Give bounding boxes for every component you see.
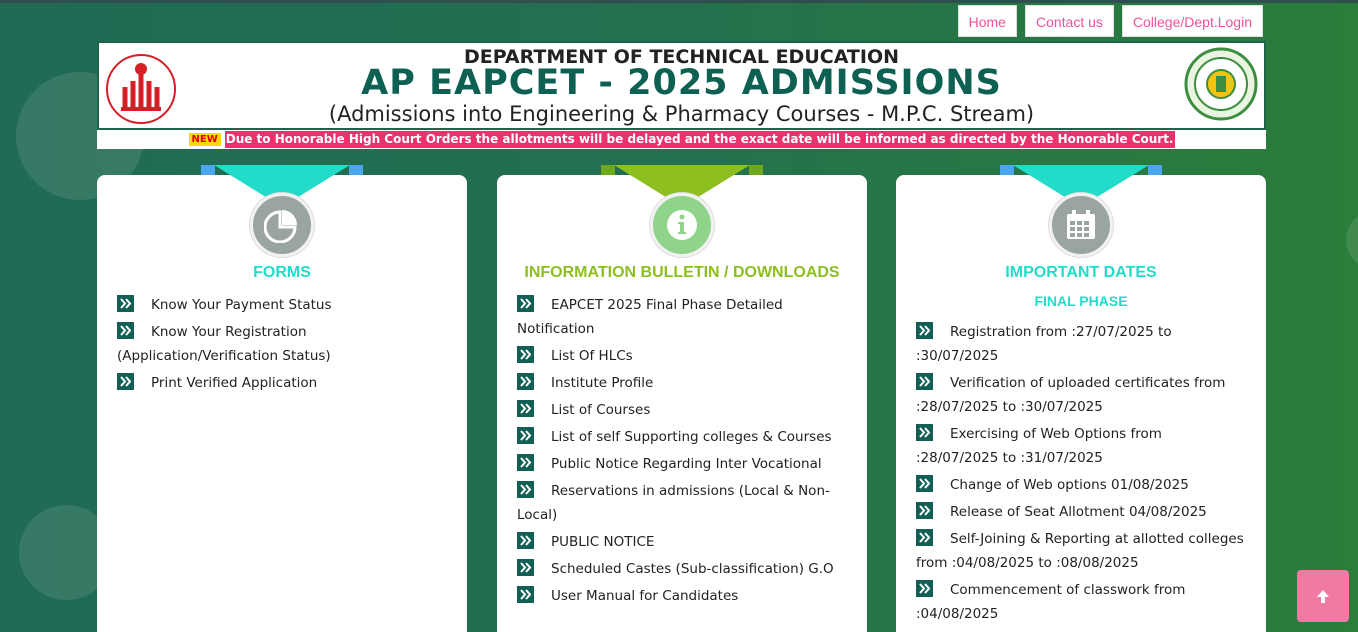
date-item-verification: Verification of uploaded certificates from :28/07/2025 to :30/07/2025 [916,375,1226,415]
news-text[interactable]: Due to Honorable High Court Orders the allotments will be delayed and the exact date will be informed as directed by the Honorable Court. [225,132,1174,146]
contact-us-link[interactable]: Contact us [1025,5,1114,37]
double-chevron-icon [517,373,534,390]
info-item-sc-subclassification[interactable]: Scheduled Castes (Sub-classification) G.O [517,557,849,581]
date-item-seat-allotment: Release of Seat Allotment 04/08/2025 [916,500,1248,524]
double-chevron-icon [517,586,534,603]
forms-item-print-application[interactable]: Print Verified Application [117,371,449,395]
double-chevron-icon [916,424,933,441]
date-item-registration: Registration from :27/07/2025 to :30/07/2025 [916,324,1172,364]
forms-item-registration-status[interactable]: Know Your Registration (Application/Verification Status) [117,324,331,364]
info-icon [650,193,714,257]
double-chevron-icon [517,481,534,498]
double-chevron-icon [117,295,134,312]
information-card [497,175,867,632]
forms-item-payment-status[interactable]: Know Your Payment Status [117,293,449,317]
department-title: DEPARTMENT OF TECHNICAL EDUCATION [463,46,900,68]
date-item-classwork: Commencement of classwork from :04/08/2025 [916,582,1186,622]
phase-subtitle: FINAL PHASE [1034,293,1128,309]
pie-chart-icon [250,193,314,257]
double-chevron-icon [517,559,534,576]
info-item-list-of-hlcs[interactable]: List Of HLCs [517,344,849,368]
date-item-web-options: Exercising of Web Options from :28/07/2025 to :31/07/2025 [916,426,1162,466]
scroll-to-top-button[interactable] [1297,570,1349,622]
top-navigation [958,5,1263,37]
top-border [0,0,1358,3]
double-chevron-icon [916,322,933,339]
info-item-final-notification[interactable]: EAPCET 2025 Final Phase Detailed Notification [517,297,783,337]
news-ticker [97,130,1266,149]
double-chevron-icon [517,346,534,363]
college-login-link[interactable]: College/Dept.Login [1122,5,1263,37]
double-chevron-icon [117,373,134,390]
forms-card [97,175,467,632]
double-chevron-icon [916,529,933,546]
info-item-reservations[interactable]: Reservations in admissions (Local & Non-Local) [517,483,830,523]
information-list [517,293,849,611]
double-chevron-icon [517,400,534,417]
double-chevron-icon [517,295,534,312]
new-badge: NEW [189,133,221,146]
home-link[interactable]: Home [958,5,1017,37]
header-banner [97,41,1266,130]
important-dates-card [896,175,1266,632]
date-item-change-options: Change of Web options 01/08/2025 [916,473,1248,497]
double-chevron-icon [117,322,134,339]
important-dates-title: IMPORTANT DATES [1005,264,1157,281]
government-emblem [1182,46,1260,128]
double-chevron-icon [517,427,534,444]
double-chevron-icon [916,580,933,597]
info-item-list-of-courses[interactable]: List of Courses [517,398,849,422]
forms-title: FORMS [253,264,311,281]
info-item-institute-profile[interactable]: Institute Profile [517,371,849,395]
info-item-user-manual[interactable]: User Manual for Candidates [517,584,849,608]
double-chevron-icon [916,373,933,390]
info-item-public-notice[interactable]: PUBLIC NOTICE [517,530,849,554]
information-title: INFORMATION BULLETIN / DOWNLOADS [524,264,840,281]
info-item-self-supporting-colleges[interactable]: List of self Supporting colleges & Courses [517,425,849,449]
important-dates-list [916,320,1248,629]
double-chevron-icon [517,532,534,549]
double-chevron-icon [517,454,534,471]
double-chevron-icon [916,502,933,519]
arrow-up-icon [1314,587,1332,605]
double-chevron-icon [916,475,933,492]
page-title: AP EAPCET - 2025 ADMISSIONS [361,63,1002,103]
info-item-inter-vocational-notice[interactable]: Public Notice Regarding Inter Vocational [517,452,849,476]
page-subtitle: (Admissions into Engineering & Pharmacy Courses - M.P.C. Stream) [328,102,1035,126]
decorative-bubble [1346,210,1358,270]
calendar-icon [1049,193,1113,257]
forms-list [117,293,449,398]
date-item-self-joining: Self-Joining & Reporting at allotted colleges from :04/08/2025 to :08/08/2025 [916,531,1244,571]
